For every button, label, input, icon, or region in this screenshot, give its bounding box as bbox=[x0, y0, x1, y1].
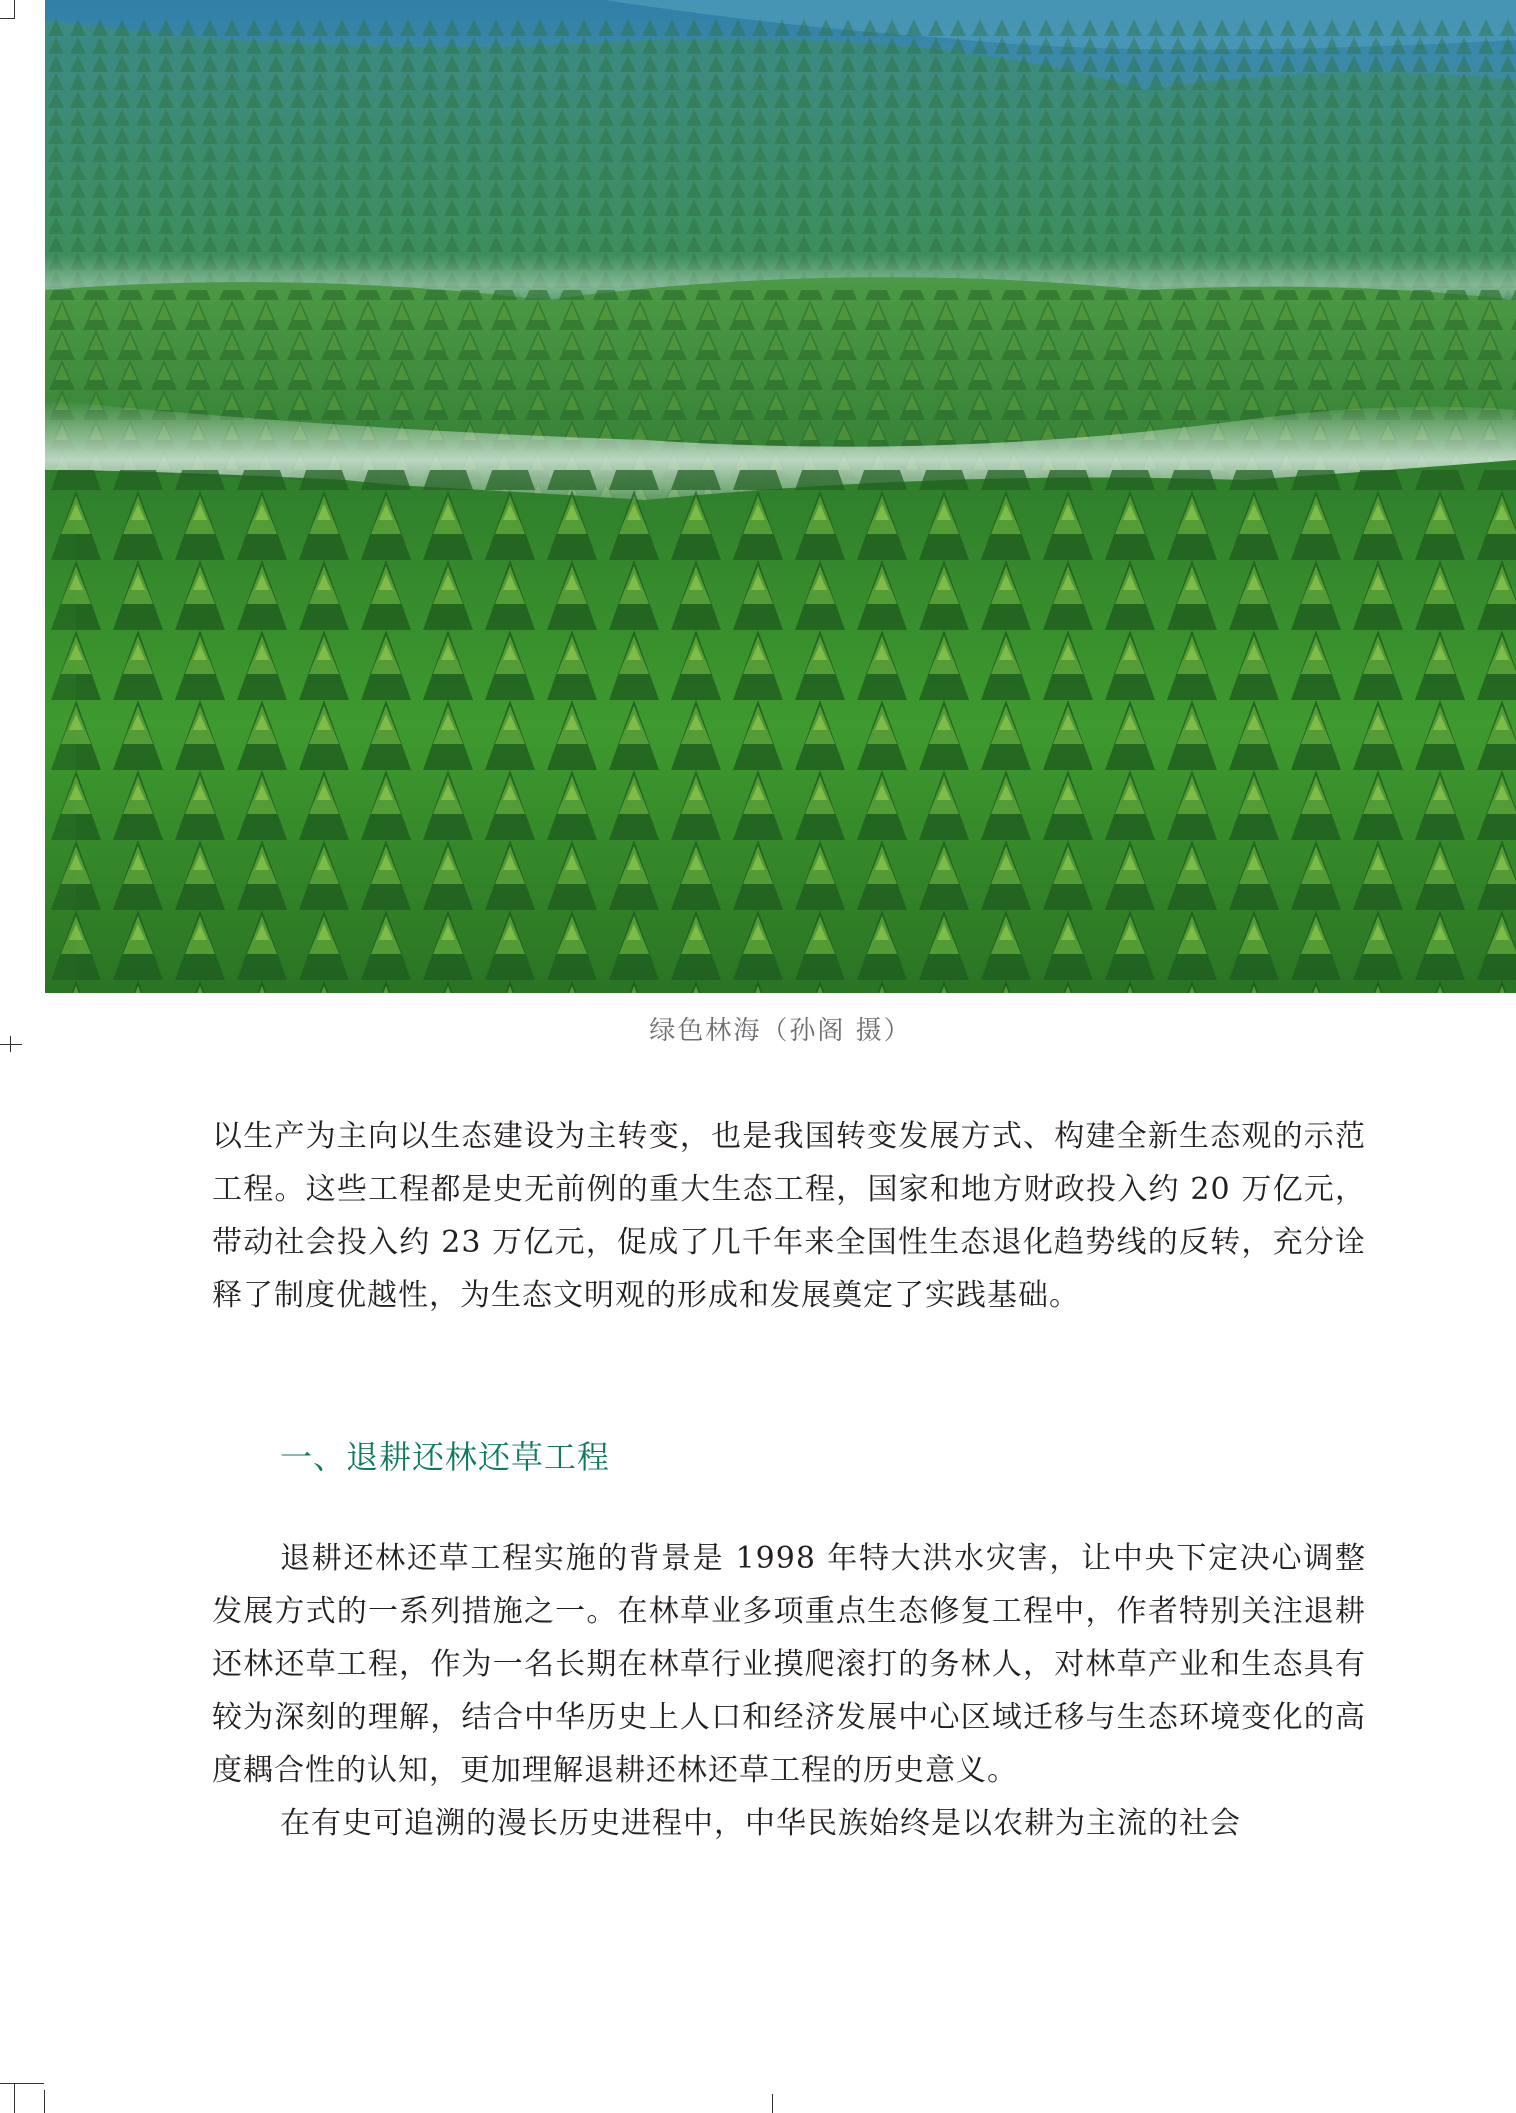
crop-mark bbox=[0, 18, 15, 19]
section-body bbox=[212, 1532, 1366, 1850]
intro-paragraph bbox=[212, 1110, 1366, 1322]
paragraph-text: 以生产为主向以生态建设为主转变，也是我国转变发展方式、构建全新生态观的示范工程。这些工程都是史无前例的重大生态工程，国家和地方财政投入约 20 万亿元，带动社会投入约 23 万亿元，促成了几千年来全国性生态退化趋势线的反转，充分诠释了制度优越性，为生态文明观的形成和发展奠定了实践基础。 bbox=[212, 1119, 1366, 1313]
crop-mark bbox=[44, 2090, 45, 2113]
crop-mark bbox=[14, 0, 15, 18]
forest-photo bbox=[45, 0, 1516, 993]
section-heading: 一、退耕还林还草工程 bbox=[280, 1438, 611, 1476]
crop-mark bbox=[0, 1044, 22, 1045]
crop-mark bbox=[0, 2083, 44, 2084]
paragraph-text: 在有史可追溯的漫长历史进程中，中华民族始终是以农耕为主流的社会 bbox=[280, 1806, 1241, 1841]
crop-mark bbox=[10, 1036, 11, 1052]
paragraph-text: 退耕还林还草工程实施的背景是 1998 年特大洪水灾害，让中央下定决心调整发展方式的一系列措施之一。在林草业多项重点生态修复工程中，作者特别关注退耕还林还草工程，作为一名长期在林草行业摸爬滚打的务林人，对林草产业和生态具有较为深刻的理解，结合中华历史上人口和经济发展中心区域迁移与生态环境变化的高度耦合性的认知，更加理解退耕还林还草工程的历史意义。 bbox=[212, 1541, 1366, 1788]
photo-caption: 绿色林海（孙阁 摄） bbox=[649, 1016, 912, 1046]
crop-mark bbox=[14, 2083, 15, 2113]
crop-mark bbox=[772, 2094, 773, 2113]
